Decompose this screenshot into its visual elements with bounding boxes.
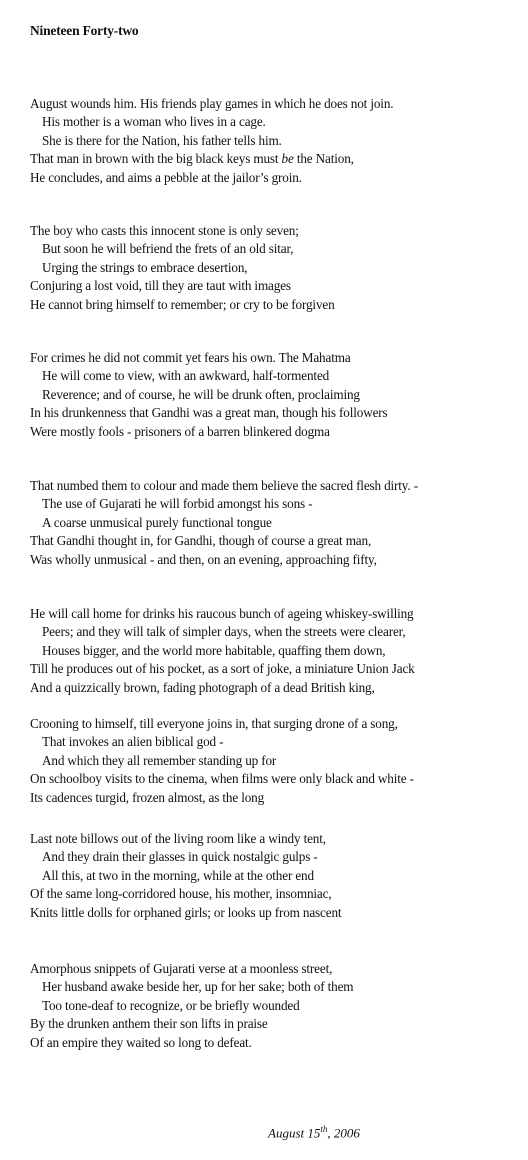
poem-line: That invokes an alien biblical god - bbox=[42, 734, 224, 750]
poem-line: Were mostly fools - prisoners of a barren blinkered dogma bbox=[30, 423, 330, 439]
poem-line: Last note billows out of the living room like a windy tent, bbox=[30, 831, 326, 846]
poem-line: Peers; and they will talk of simpler days, when the streets were clearer, bbox=[42, 624, 406, 640]
poem-line: The boy who casts this innocent stone is only seven; bbox=[30, 223, 299, 238]
stanza bbox=[30, 605, 520, 697]
poem-line: August wounds him. His friends play games in which he does not join. bbox=[30, 96, 394, 111]
poem-line: A coarse unmusical purely functional tongue bbox=[42, 514, 272, 530]
stanza bbox=[30, 95, 520, 187]
poem-line-text: the Nation, bbox=[293, 151, 354, 167]
poem-line: Reverence; and of course, he will be drunk often, proclaiming bbox=[42, 386, 360, 402]
poem-line: The use of Gujarati he will forbid amongst his sons - bbox=[42, 496, 313, 512]
poem-line bbox=[30, 150, 520, 168]
date-text: August 15 bbox=[268, 1125, 321, 1141]
poem-line: And which they all remember standing up for bbox=[42, 752, 277, 768]
poem-line: Urging the strings to embrace desertion, bbox=[42, 259, 248, 275]
poem-line: She is there for the Nation, his father tells him. bbox=[42, 132, 282, 148]
poem-line: On schoolboy visits to the cinema, when films were only black and white - bbox=[30, 771, 414, 787]
poem-line: Houses bigger, and the world more habitable, quaffing them down, bbox=[42, 642, 386, 658]
poem-title: Nineteen Forty-two bbox=[30, 23, 139, 38]
poem-line: He will call home for drinks his raucous bunch of ageing whiskey-swilling bbox=[30, 606, 414, 621]
poem-line: He cannot bring himself to remember; or cry to be forgiven bbox=[30, 296, 335, 312]
poem-line: That Gandhi thought in, for Gandhi, though of course a great man, bbox=[30, 533, 372, 549]
poem-line: He will come to view, with an awkward, half-tormented bbox=[42, 368, 330, 384]
stanza bbox=[30, 715, 520, 807]
poem-line: Of an empire they waited so long to defeat. bbox=[30, 1034, 252, 1050]
poem-line: Amorphous snippets of Gujarati verse at a moonless street, bbox=[30, 961, 333, 976]
stanza bbox=[30, 477, 520, 569]
poem-line: Its cadences turgid, frozen almost, as the long bbox=[30, 789, 265, 805]
poem-line: By the drunken anthem their son lifts in praise bbox=[30, 1016, 268, 1032]
stanza bbox=[30, 349, 520, 441]
poem-line: And a quizzically brown, fading photograph of a dead British king, bbox=[30, 679, 375, 695]
poem-date bbox=[268, 1124, 360, 1141]
poem-line: For crimes he did not commit yet fears his own. The Mahatma bbox=[30, 350, 351, 365]
poem-line: Crooning to himself, till everyone joins in, that surging drone of a song, bbox=[30, 716, 398, 731]
poem-line: His mother is a woman who lives in a cage. bbox=[42, 114, 266, 130]
poem-line: In his drunkenness that Gandhi was a great man, though his followers bbox=[30, 405, 388, 421]
stanza bbox=[30, 222, 520, 314]
date-year: , 2006 bbox=[327, 1125, 360, 1141]
stanza bbox=[30, 830, 520, 922]
poem-line-text: That man in brown with the big black keys must bbox=[30, 151, 282, 167]
poem-line: Too tone-deaf to recognize, or be briefly wounded bbox=[42, 997, 300, 1013]
poem-line: Till he produces out of his pocket, as a sort of joke, a miniature Union Jack bbox=[30, 661, 415, 677]
poem-line: That numbed them to colour and made them believe the sacred flesh dirty. - bbox=[30, 478, 418, 493]
poem-line: He concludes, and aims a pebble at the jailor’s groin. bbox=[30, 169, 302, 185]
poem-line: But soon he will befriend the frets of an old sitar, bbox=[42, 241, 294, 257]
poem-line: Conjuring a lost void, till they are taut with images bbox=[30, 278, 291, 294]
poem-line: Her husband awake beside her, up for her sake; both of them bbox=[42, 979, 354, 995]
poem-line: And they drain their glasses in quick nostalgic gulps - bbox=[42, 849, 318, 865]
stanza bbox=[30, 960, 520, 1052]
poem-line: Was wholly unmusical - and then, on an evening, approaching fifty, bbox=[30, 551, 377, 567]
poem-line: All this, at two in the morning, while at the other end bbox=[42, 867, 314, 883]
emphasis-word: be bbox=[281, 151, 294, 167]
poem-line: Of the same long-corridored house, his mother, insomniac, bbox=[30, 886, 332, 902]
poem-line: Knits little dolls for orphaned girls; or looks up from nascent bbox=[30, 904, 342, 920]
date-ordinal-suffix: th bbox=[320, 1124, 328, 1134]
